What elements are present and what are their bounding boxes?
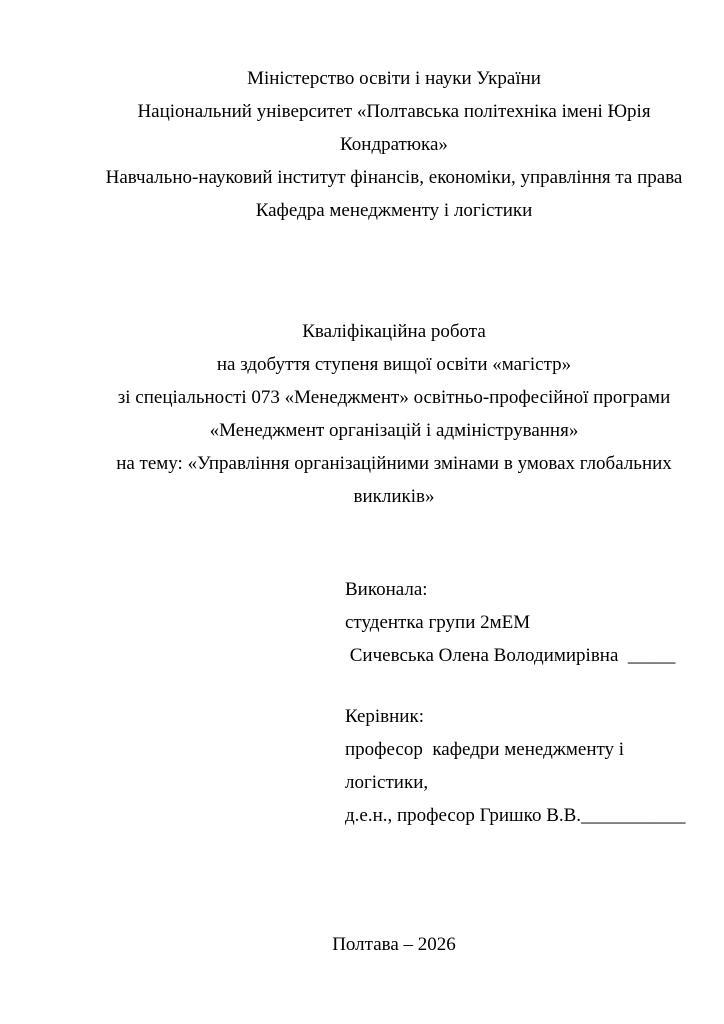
- department-line: Кафедра менеджменту і логістики: [255, 200, 533, 221]
- specialty-line: зі спеціальності 073 «Менеджмент» освітньо-професійної програми: [117, 387, 671, 408]
- institute-line: Навчально-науковий інститут фінансів, економіки, управління та права: [105, 167, 683, 188]
- city-year-line: Полтава – 2026: [332, 934, 456, 955]
- topic-line-continued: викликів»: [353, 486, 435, 507]
- ministry-line: Міністерство освіти і науки України: [247, 68, 541, 89]
- topic-line: на тему: «Управління організаційними змінами в умовах глобальних: [116, 453, 672, 474]
- work-type-line: Кваліфікаційна робота: [302, 321, 486, 342]
- footer-block: [100, 928, 688, 961]
- author-name-line: Сичевська Олена Володимирівна _____: [345, 645, 676, 666]
- supervisor-name-line: д.е.н., професор Гришко В.В.___________: [345, 805, 686, 826]
- supervisor-role-label: Керівник:: [345, 706, 424, 727]
- supervisor-position-line-continued: логістики,: [345, 772, 429, 793]
- program-line: «Менеджмент організацій і адміністрування»: [209, 420, 579, 441]
- author-group-line: студентка групи 2мЕМ: [345, 612, 531, 633]
- institution-header: [100, 62, 688, 227]
- supervisor-position-line: професор кафедри менеджменту і: [345, 739, 625, 760]
- university-line-continued: Кондратюка»: [340, 134, 448, 155]
- author-signature-block: [345, 573, 688, 672]
- work-title-block: [100, 315, 688, 513]
- degree-line: на здобуття ступеня вищої освіти «магістр»: [216, 354, 572, 375]
- university-line: Національний університет «Полтавська політехніка імені Юрія: [137, 101, 651, 122]
- supervisor-signature-block: [345, 700, 688, 832]
- author-role-label: Виконала:: [345, 579, 428, 600]
